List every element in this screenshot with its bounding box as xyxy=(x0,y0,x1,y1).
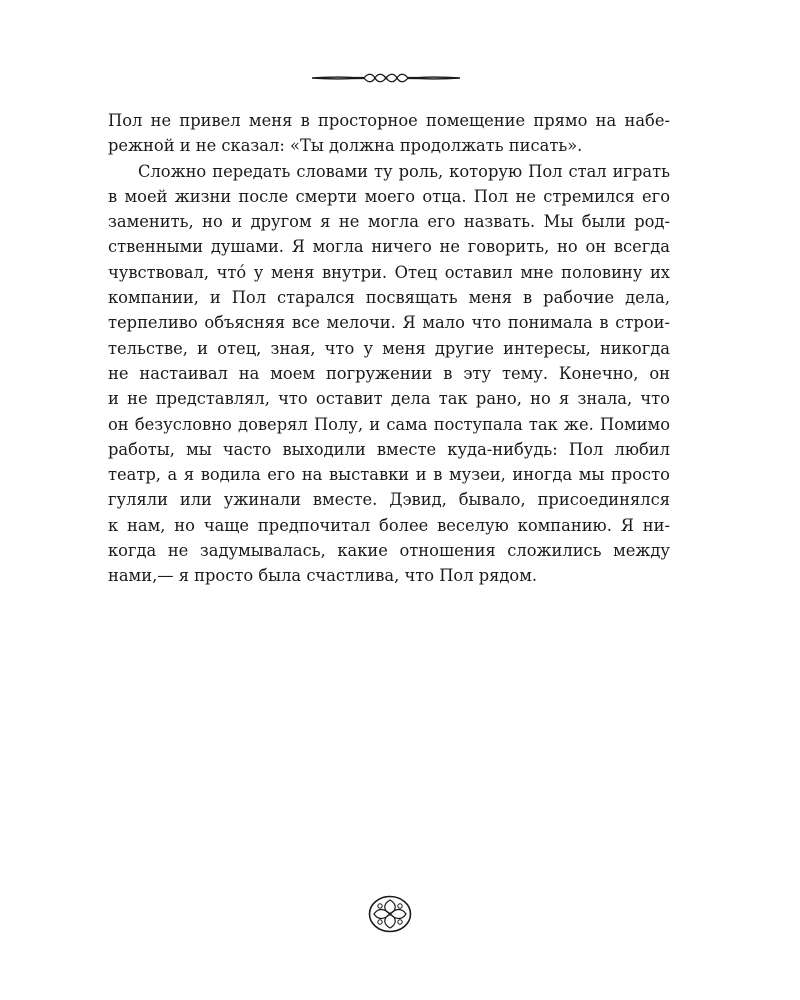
text-line: чувствовал, чтó у меня внутри. Отец оставил мне половину их xyxy=(108,262,670,282)
text-line: театр, а я водила его на выставки и в музеи, иногда мы просто xyxy=(108,465,670,485)
paragraph-2 xyxy=(108,159,670,589)
text-line: Сложно передать словами ту роль, которую Пол стал играть xyxy=(138,161,670,181)
text-line: компании, и Пол старался посвящать меня в рабочие дела, xyxy=(108,288,670,308)
text-line: не настаивал на моем погружении в эту тему. Конечно, он xyxy=(108,363,670,383)
text-line: Пол не привел меня в просторное помещение прямо на набе- xyxy=(108,111,670,130)
text-line: заменить, но и другом я не могла его назвать. Мы были род- xyxy=(108,212,670,232)
divider-flourish-icon xyxy=(312,71,460,85)
text-line: работы, мы часто выходили вместе куда-нибудь: Пол любил xyxy=(108,439,670,459)
text-line: когда не задумывалась, какие отношения сложились между xyxy=(108,541,670,561)
page-medallion-icon xyxy=(368,895,412,933)
body-text xyxy=(108,108,670,589)
text-line: гуляли или ужинали вместе. Дэвид, бывало, присоединялся xyxy=(108,490,670,510)
text-line: ственными душами. Я могла ничего не говорить, но он всегда xyxy=(108,237,670,257)
text-line: нами,— я просто была счастлива, что Пол рядом. xyxy=(108,566,538,586)
text-line: к нам, но чаще предпочитал более веселую компанию. Я ни- xyxy=(108,515,670,535)
text-line: терпеливо объясняя все мелочи. Я мало что понимала в строи- xyxy=(108,313,670,333)
text-line: тельстве, и отец, зная, что у меня другие интересы, никогда xyxy=(108,338,670,358)
text-line: и не представлял, что оставит дела так рано, но я знала, что xyxy=(108,389,670,409)
paragraph-1 xyxy=(108,108,670,159)
text-line: режной и не сказал: «Ты должна продолжать писать». xyxy=(108,136,583,156)
text-line: в моей жизни после смерти моего отца. Пол не стремился его xyxy=(108,186,670,206)
text-line: он безусловно доверял Полу, и сама поступала так же. Помимо xyxy=(108,414,670,434)
